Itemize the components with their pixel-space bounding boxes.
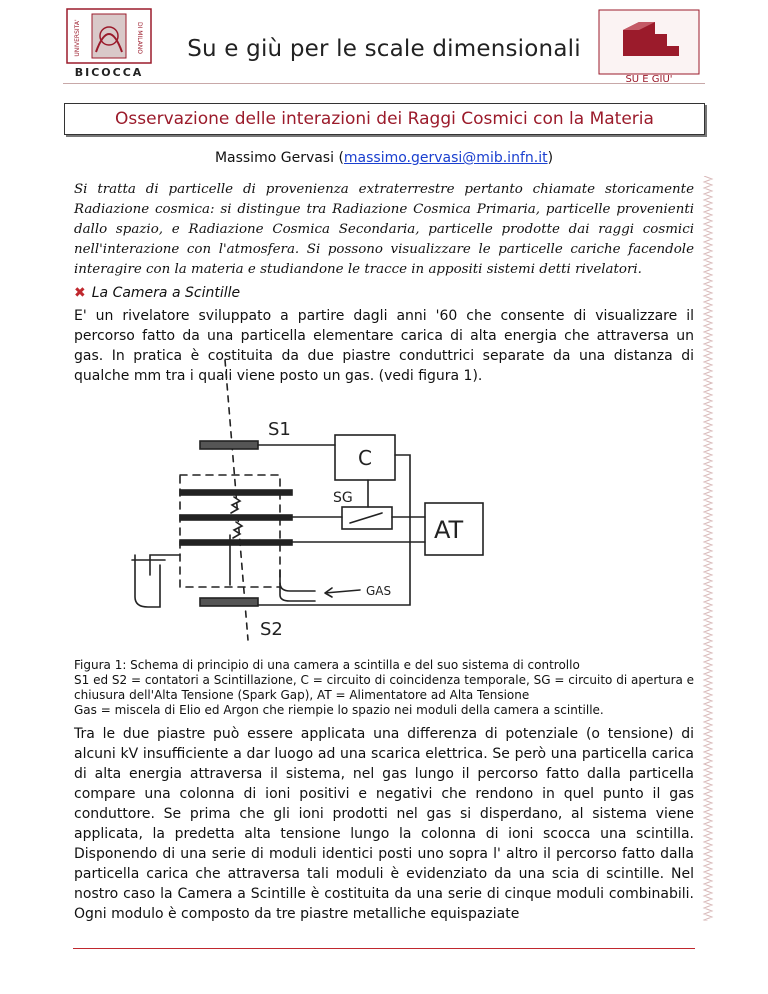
intro-paragraph: Si tratta di particelle di provenienza extraterrestre pertanto chiamate storicamente Radiazione cosmica: si distingue tra Radiazione Cosmica Primaria, particelle provenienti dallo spazio, e Radiazione Cosmica Secondaria, particelle prodotte dai raggi cosmici nell'interazione con l'atmosfera. Si possono visualizzare le particelle cariche facendole interagire con la materia e studiandone le tracce in appositi sistemi detti rivelatori. bbox=[74, 182, 694, 277]
author-email-link[interactable]: massimo.gervasi@mib.infn.it bbox=[343, 150, 548, 166]
svg-text:C: C bbox=[358, 446, 372, 470]
author-name: Massimo Gervasi ( bbox=[214, 150, 344, 166]
svg-text:GAS: GAS bbox=[366, 584, 392, 598]
svg-text:SU E GIU': SU E GIU' bbox=[625, 74, 673, 84]
svg-text:BICOCCA: BICOCCA bbox=[74, 66, 144, 78]
paragraph-1: E' un rivelatore sviluppato a partire dagli anni '60 che consente di visualizzare il percorso fatto da una particella elementare carica di alta energia che attraversa un gas. In pratica è costituita da due piastre conduttrici separate da una distanza di qualche mm tra i quali viene posto un gas. (vedi figura 1). bbox=[74, 308, 694, 384]
figure-caption-legend: S1 ed S2 = contatori a Scintillazione, C = circuito di coincidenza temporale, SG = circuito di apertura e chiusura dell'Alta Tensione (Spark Gap), AT = Alimentatore ad Alta Tensione bbox=[74, 673, 695, 702]
paragraph-2: Tra le due piastre può essere applicata una differenza di potenziale (o tensione) di alcuni kV insufficiente a dar luogo ad una scarica elettrica. Se però una particella carica di alta energia attraversa il sistema, nel gas lungo il percorso fatto dalla particella compare una colonna di ioni positivi e negativi che rendono in quel punto il gas conduttore. Se prima che gli ioni prodotti nel gas si disperdano, al sistema viene applicata, la predetta alta tensione lungo la colonna di ioni scocca una scintilla. Disponendo di una serie di moduli identici posti uno sopra l' altro il percorso fatto dalla particella carica che attraversa tali moduli è evidenziato da una scia di scintille. Nel nostro caso la Camera a Scintille è costituita da una serie di cinque moduli combinabili. Ogni modulo è composto da tre piastre metalliche equispaziate bbox=[74, 726, 694, 922]
figure-caption-title: Figura 1: Schema di principio di una camera a scintilla e del suo sistema di controllo bbox=[74, 658, 580, 672]
svg-text:S2: S2 bbox=[260, 619, 283, 640]
header-title: Su e giù per le scale dimensionali bbox=[187, 36, 581, 62]
cross-icon: ✖ bbox=[74, 285, 86, 301]
author-close: ) bbox=[547, 150, 554, 166]
decorative-zigzag-border bbox=[700, 176, 716, 921]
svg-text:DI MILANO: DI MILANO bbox=[136, 21, 143, 55]
project-logo bbox=[593, 8, 705, 84]
svg-text:UNIVERSITA': UNIVERSITA' bbox=[74, 19, 81, 57]
document-title-box bbox=[64, 103, 705, 135]
svg-text:SG: SG bbox=[333, 490, 353, 506]
author-line bbox=[0, 150, 768, 166]
footer-divider bbox=[73, 948, 695, 949]
section-heading bbox=[74, 285, 240, 301]
section-title: La Camera a Scintille bbox=[91, 285, 241, 301]
svg-text:S1: S1 bbox=[268, 419, 291, 440]
document-title: Osservazione delle interazioni dei Raggi Cosmici con la Materia bbox=[115, 109, 654, 129]
spark-chamber-schematic bbox=[130, 355, 490, 645]
figure-caption-gas: Gas = miscela di Elio ed Argon che riempie lo spazio nei moduli della camera a scintille. bbox=[74, 703, 604, 717]
svg-text:AT: AT bbox=[434, 516, 464, 544]
header-divider bbox=[63, 83, 705, 84]
